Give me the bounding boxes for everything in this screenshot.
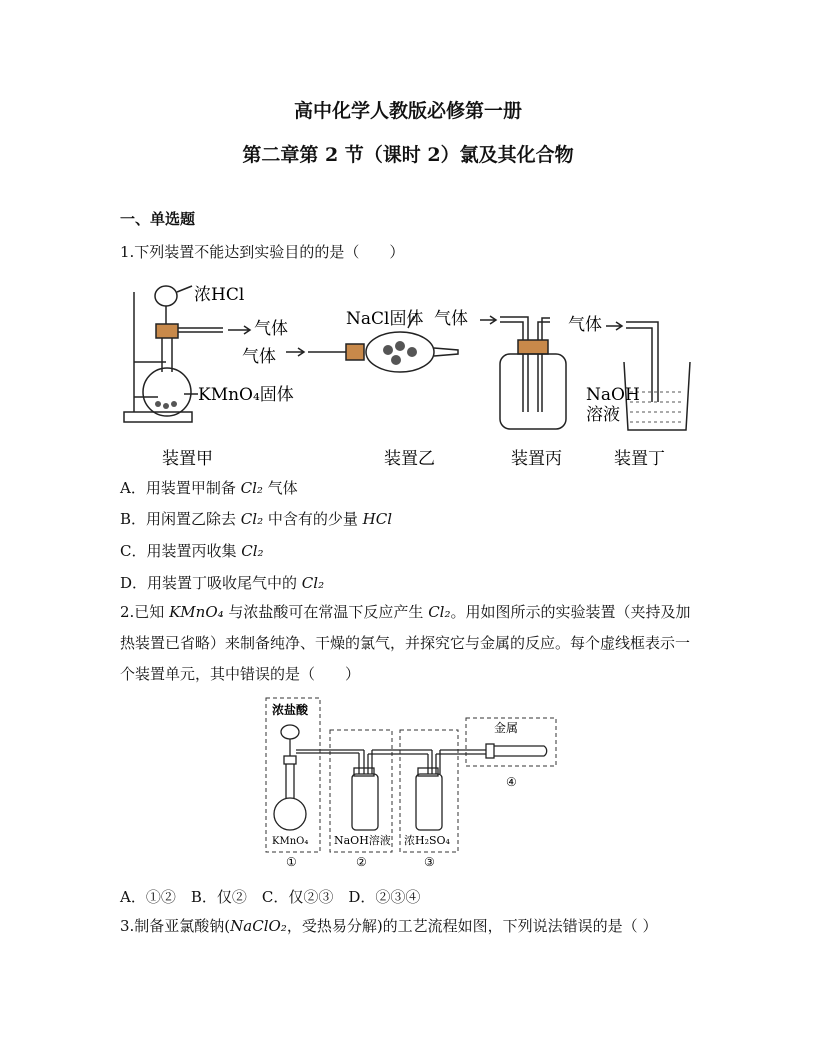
caption-ding: 装置丁 xyxy=(614,449,665,469)
label-naoh-1: NaOH xyxy=(586,385,640,405)
q2-stem: 2.已知 KMnO₄ 与浓盐酸可在常温下反应产生 Cl₂。用如图所示的实验装置（夹持及加热装置已省略）来制备纯净、干燥的氯气，并探究它与金属的反应。每个虚线框表示一个装置单元，其中错误的是（ ） xyxy=(120,603,691,683)
label-nacl: NaCl固体 xyxy=(346,309,424,329)
q1-stem: 1.下列装置不能达到实验目的的是（ ） xyxy=(120,243,405,261)
label-gas-4: 气体 xyxy=(568,315,602,335)
fig2-label-naoh: NaOH溶液 xyxy=(334,834,391,847)
q1-option-d: D．用装置丁吸收尾气中的 Cl₂ xyxy=(120,574,325,592)
fig2-num-4: ④ xyxy=(506,775,517,789)
q2-apparatus-figure xyxy=(262,694,562,869)
fig2-label-h2so4: 浓H₂SO₄ xyxy=(404,834,450,847)
fig2-num-1: ① xyxy=(286,855,297,869)
label-gas-1: 气体 xyxy=(254,319,288,339)
caption-jia: 装置甲 xyxy=(162,449,213,469)
label-naoh-2: 溶液 xyxy=(586,405,620,425)
page-title: 高中化学人教版必修第一册 xyxy=(293,100,522,122)
fig2-label-kmno4: KMnO₄ xyxy=(272,836,309,847)
caption-yi: 装置乙 xyxy=(384,449,435,469)
q1-option-a: A．用装置甲制备 Cl₂ 气体 xyxy=(120,479,298,497)
section-heading: 一、单选题 xyxy=(120,210,196,228)
fig2-num-2: ② xyxy=(356,855,367,869)
label-gas-3: 气体 xyxy=(434,309,468,329)
label-kmno4: KMnO₄固体 xyxy=(198,385,294,405)
q3-stem: 3.制备亚氯酸钠(NaClO₂，受热易分解)的工艺流程如图，下列说法错误的是（ ） xyxy=(120,917,658,935)
label-gas-2: 气体 xyxy=(242,347,276,367)
q1-option-b: B．用闲置乙除去 Cl₂ 中含有的少量 HCl xyxy=(120,510,392,528)
q1-apparatus-figure xyxy=(118,272,708,472)
fig2-num-3: ③ xyxy=(424,855,435,869)
fig2-label-hcl: 浓盐酸 xyxy=(272,703,309,717)
q1-option-c: C．用装置丙收集 Cl₂ xyxy=(120,542,264,560)
fig2-label-metal: 金属 xyxy=(494,721,519,735)
label-hcl: 浓HCl xyxy=(194,285,245,305)
q2-options: A．①② B．仅② C．仅②③ D．②③④ xyxy=(120,888,421,906)
page-subtitle: 第二章第 2 节（课时 2）氯及其化合物 xyxy=(242,144,574,166)
caption-bing: 装置丙 xyxy=(511,449,562,469)
